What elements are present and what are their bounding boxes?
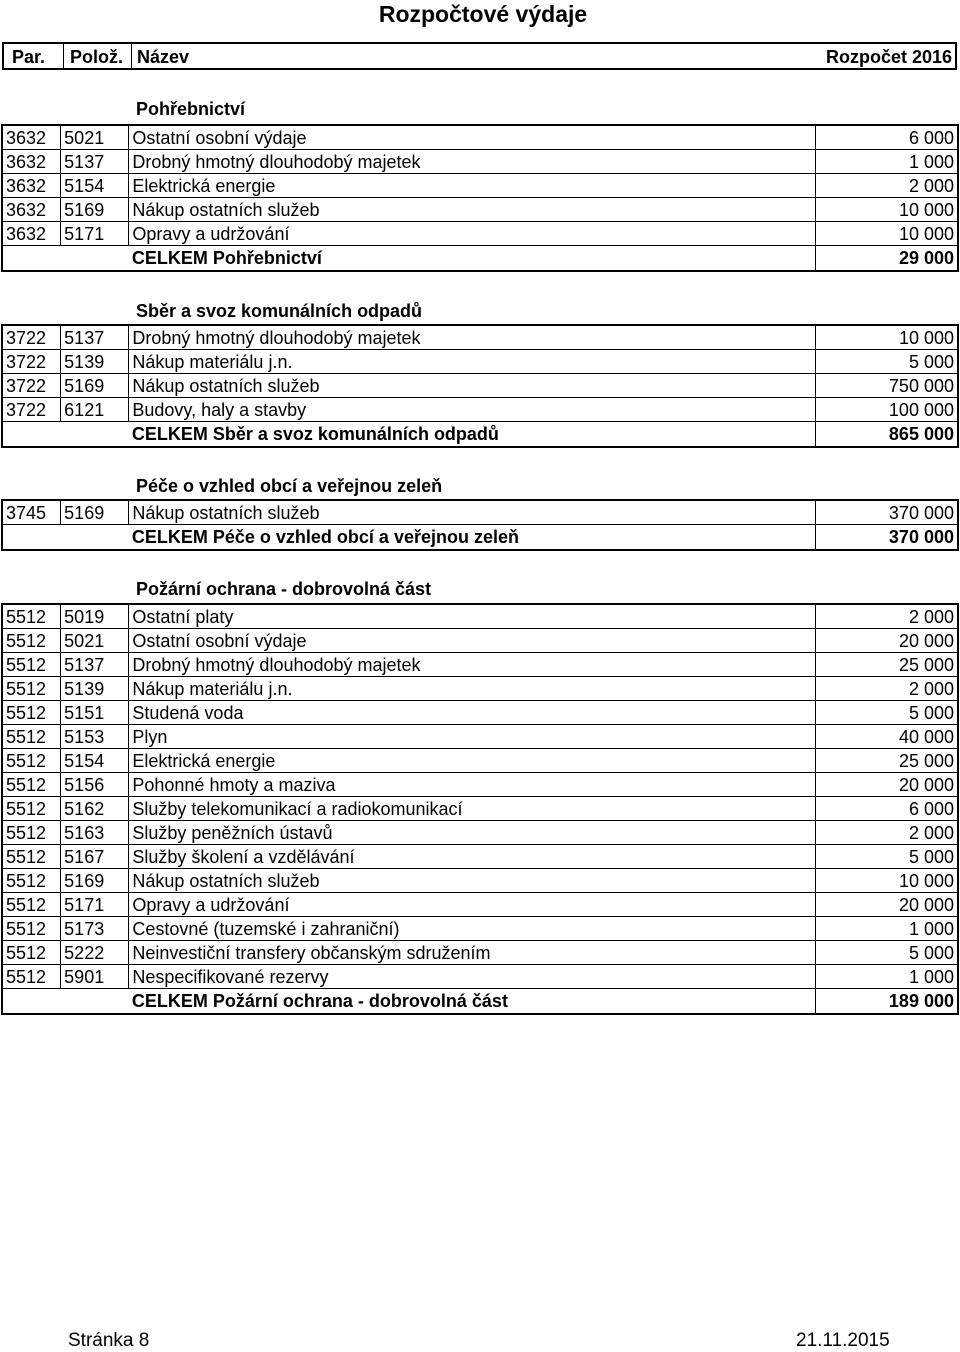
section-title: Sběr a svoz komunálních odpadů (136, 301, 423, 321)
amount-cell: 6 000 (815, 797, 957, 821)
header-poloz: Polož. (70, 47, 123, 67)
par-cell: 5512 (3, 845, 61, 869)
amount-cell: 6 000 (815, 126, 957, 150)
name-cell: Služby peněžních ústavů (129, 821, 815, 845)
par-cell: 3722 (3, 326, 61, 350)
total-row (3, 989, 958, 1014)
poloz-cell: 5137 (61, 150, 129, 174)
name-cell: Drobný hmotný dlouhodobý majetek (129, 326, 815, 350)
par-cell: 5512 (3, 725, 61, 749)
par-cell: 3632 (3, 174, 61, 198)
amount-cell: 10 000 (815, 869, 957, 893)
table-row (3, 605, 958, 629)
table-row (3, 845, 958, 869)
amount-cell: 2 000 (815, 605, 957, 629)
amount-cell: 10 000 (815, 326, 957, 350)
total-blank-cell (3, 246, 129, 271)
par-cell: 3722 (3, 374, 61, 398)
par-cell: 5512 (3, 797, 61, 821)
amount-cell: 2 000 (815, 174, 957, 198)
table-row (3, 501, 958, 525)
table-row (3, 174, 958, 198)
poloz-cell: 5901 (61, 965, 129, 989)
name-cell: Nákup materiálu j.n. (129, 350, 815, 374)
amount-cell: 10 000 (815, 222, 957, 246)
name-cell: Ostatní platy (129, 605, 815, 629)
poloz-cell: 5154 (61, 749, 129, 773)
amount-cell: 5 000 (815, 941, 957, 965)
par-cell: 5512 (3, 773, 61, 797)
poloz-cell: 5137 (61, 653, 129, 677)
table-row (3, 797, 958, 821)
amount-cell: 2 000 (815, 821, 957, 845)
total-value: 865 000 (815, 422, 957, 447)
table-row (3, 126, 958, 150)
poloz-cell: 5021 (61, 126, 129, 150)
table-row (3, 893, 958, 917)
poloz-cell: 5169 (61, 374, 129, 398)
header-divider (63, 44, 64, 68)
par-cell: 3632 (3, 222, 61, 246)
par-cell: 5512 (3, 605, 61, 629)
total-value: 189 000 (815, 989, 957, 1014)
name-cell: Nákup ostatních služeb (129, 501, 815, 525)
name-cell: Nákup ostatních služeb (129, 198, 815, 222)
total-label: CELKEM Požární ochrana - dobrovolná část (129, 989, 815, 1014)
name-cell: Nákup ostatních služeb (129, 869, 815, 893)
section-table (2, 604, 958, 1014)
par-cell: 5512 (3, 965, 61, 989)
section-title: Pohřebnictví (136, 99, 246, 119)
table-row (3, 677, 958, 701)
poloz-cell: 5171 (61, 893, 129, 917)
par-cell: 5512 (3, 653, 61, 677)
name-cell: Nákup materiálu j.n. (129, 677, 815, 701)
poloz-cell: 5169 (61, 869, 129, 893)
table-row (3, 773, 958, 797)
amount-cell: 10 000 (815, 198, 957, 222)
amount-cell: 2 000 (815, 677, 957, 701)
name-cell: Cestovné (tuzemské i zahraniční) (129, 917, 815, 941)
table-header (2, 42, 957, 70)
poloz-cell: 5171 (61, 222, 129, 246)
amount-cell: 20 000 (815, 773, 957, 797)
name-cell: Nákup ostatních služeb (129, 374, 815, 398)
amount-cell: 20 000 (815, 893, 957, 917)
page-number: Stránka 8 (68, 1330, 150, 1351)
par-cell: 3632 (3, 126, 61, 150)
total-label: CELKEM Pohřebnictví (129, 246, 815, 271)
amount-cell: 1 000 (815, 150, 957, 174)
total-row (3, 525, 958, 550)
name-cell: Neinvestiční transfery občanským sdružením (129, 941, 815, 965)
amount-cell: 25 000 (815, 749, 957, 773)
header-nazev: Název (137, 47, 190, 67)
section-table (2, 325, 958, 447)
section-table (2, 500, 958, 550)
table-row (3, 917, 958, 941)
poloz-cell: 5156 (61, 773, 129, 797)
section-title: Péče o vzhled obcí a veřejnou zeleň (136, 476, 443, 496)
poloz-cell: 5137 (61, 326, 129, 350)
page-title: Rozpočtové výdaje (378, 1, 588, 27)
table-row (3, 374, 958, 398)
par-cell: 3722 (3, 350, 61, 374)
amount-cell: 25 000 (815, 653, 957, 677)
par-cell: 5512 (3, 869, 61, 893)
par-cell: 5512 (3, 629, 61, 653)
poloz-cell: 5163 (61, 821, 129, 845)
par-cell: 5512 (3, 701, 61, 725)
par-cell: 5512 (3, 749, 61, 773)
name-cell: Služby telekomunikací a radiokomunikací (129, 797, 815, 821)
table-row (3, 725, 958, 749)
amount-cell: 750 000 (815, 374, 957, 398)
amount-cell: 370 000 (815, 501, 957, 525)
amount-cell: 1 000 (815, 917, 957, 941)
poloz-cell: 5021 (61, 629, 129, 653)
table-row (3, 629, 958, 653)
name-cell: Studená voda (129, 701, 815, 725)
total-value: 29 000 (815, 246, 957, 271)
table-row (3, 222, 958, 246)
amount-cell: 100 000 (815, 398, 957, 422)
name-cell: Drobný hmotný dlouhodobý majetek (129, 150, 815, 174)
poloz-cell: 5169 (61, 501, 129, 525)
table-row (3, 701, 958, 725)
poloz-cell: 5151 (61, 701, 129, 725)
section-title: Požární ochrana - dobrovolná část (136, 579, 432, 599)
name-cell: Plyn (129, 725, 815, 749)
name-cell: Elektrická energie (129, 174, 815, 198)
print-date: 21.11.2015 (796, 1330, 890, 1351)
name-cell: Budovy, haly a stavby (129, 398, 815, 422)
name-cell: Ostatní osobní výdaje (129, 629, 815, 653)
table-row (3, 821, 958, 845)
par-cell: 5512 (3, 893, 61, 917)
total-value: 370 000 (815, 525, 957, 550)
total-row (3, 422, 958, 447)
table-row (3, 965, 958, 989)
poloz-cell: 5167 (61, 845, 129, 869)
amount-cell: 5 000 (815, 701, 957, 725)
par-cell: 3632 (3, 198, 61, 222)
par-cell: 3632 (3, 150, 61, 174)
par-cell: 5512 (3, 821, 61, 845)
poloz-cell: 5019 (61, 605, 129, 629)
par-cell: 3722 (3, 398, 61, 422)
amount-cell: 1 000 (815, 965, 957, 989)
total-label: CELKEM Sběr a svoz komunálních odpadů (129, 422, 815, 447)
name-cell: Služby školení a vzdělávání (129, 845, 815, 869)
poloz-cell: 5154 (61, 174, 129, 198)
amount-cell: 5 000 (815, 845, 957, 869)
par-cell: 5512 (3, 941, 61, 965)
table-row (3, 869, 958, 893)
header-par: Par. (12, 47, 46, 67)
name-cell: Opravy a udržování (129, 222, 815, 246)
par-cell: 5512 (3, 677, 61, 701)
table-row (3, 198, 958, 222)
poloz-cell: 5139 (61, 677, 129, 701)
amount-cell: 5 000 (815, 350, 957, 374)
poloz-cell: 5169 (61, 198, 129, 222)
section-table (2, 125, 958, 271)
table-row (3, 398, 958, 422)
amount-cell: 20 000 (815, 629, 957, 653)
poloz-cell: 6121 (61, 398, 129, 422)
poloz-cell: 5173 (61, 917, 129, 941)
amount-cell: 40 000 (815, 725, 957, 749)
header-rozpocet: Rozpočet 2016 (825, 47, 952, 67)
name-cell: Nespecifikované rezervy (129, 965, 815, 989)
header-divider (131, 44, 132, 68)
total-label: CELKEM Péče o vzhled obcí a veřejnou zeleň (129, 525, 815, 550)
name-cell: Ostatní osobní výdaje (129, 126, 815, 150)
name-cell: Pohonné hmoty a maziva (129, 773, 815, 797)
name-cell: Opravy a udržování (129, 893, 815, 917)
total-blank-cell (3, 989, 129, 1014)
total-blank-cell (3, 525, 129, 550)
name-cell: Drobný hmotný dlouhodobý majetek (129, 653, 815, 677)
table-row (3, 326, 958, 350)
table-row (3, 941, 958, 965)
table-row (3, 350, 958, 374)
poloz-cell: 5139 (61, 350, 129, 374)
table-row (3, 749, 958, 773)
poloz-cell: 5222 (61, 941, 129, 965)
table-row (3, 150, 958, 174)
poloz-cell: 5153 (61, 725, 129, 749)
poloz-cell: 5162 (61, 797, 129, 821)
total-row (3, 246, 958, 271)
par-cell: 3745 (3, 501, 61, 525)
table-row (3, 653, 958, 677)
name-cell: Elektrická energie (129, 749, 815, 773)
total-blank-cell (3, 422, 129, 447)
par-cell: 5512 (3, 917, 61, 941)
